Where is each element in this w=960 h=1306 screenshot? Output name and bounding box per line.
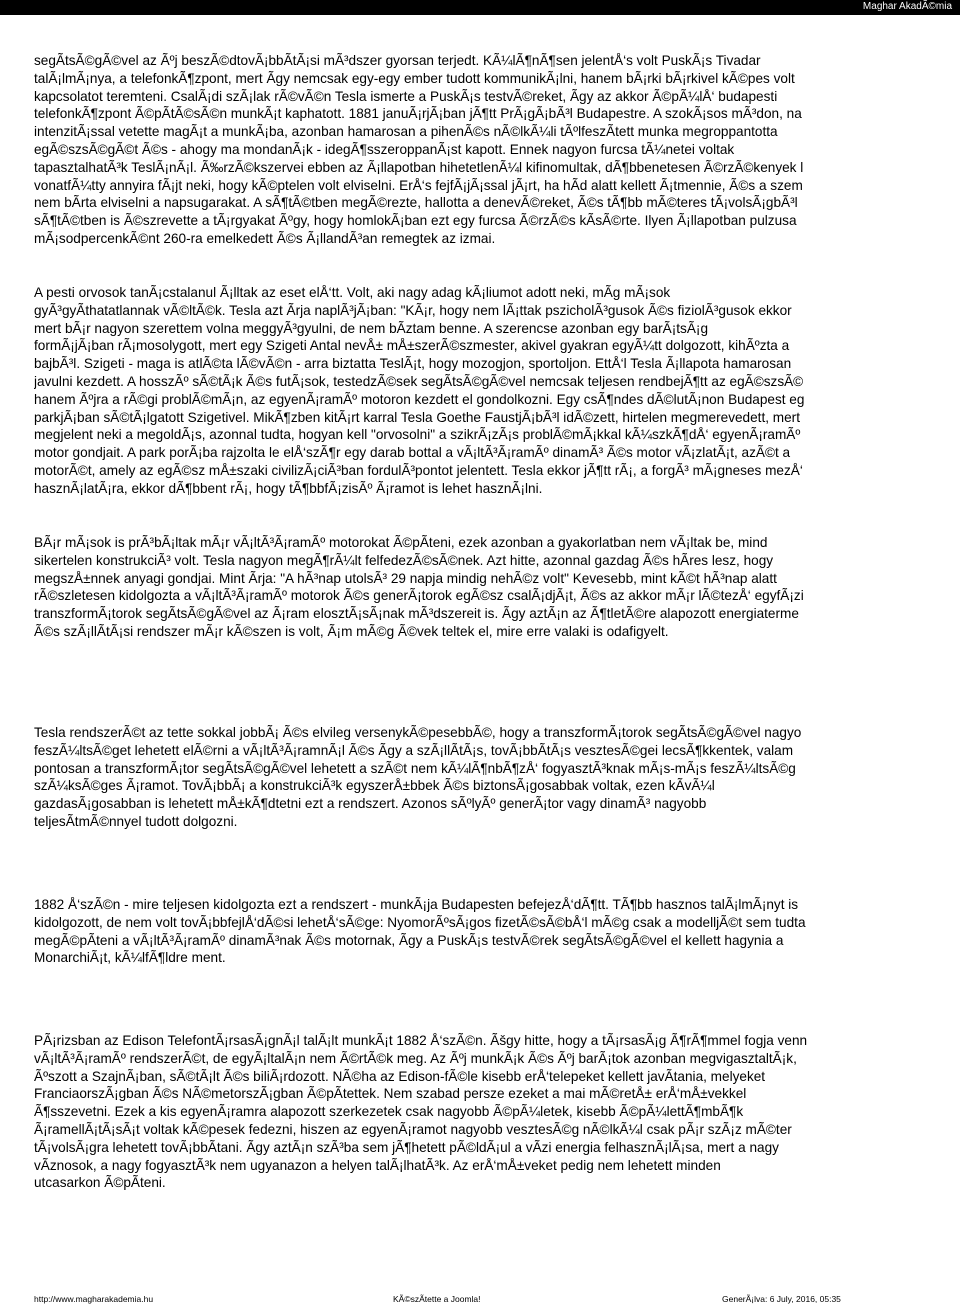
page-header [0, 0, 960, 15]
article-paragraph: segÃtsÃ©gÃ©vel az Ãºj beszÃ©dtovÃ¡bbÃtÃ¡si mÃ³dszer gyorsan terjedt. KÃ¼lÃ¶nÃ¶sen jelentÅ‘s volt PuskÃ¡s Tivadar talÃ¡lmÃ¡nya, a telefonkÃ¶zpont, mert Ãgy nemcsak egy-egy ember tudott kommunikÃ¡lni, hanem bÃ¡rki bÃ¡rkivel kÃ©pes volt kapcsolatot teremteni. CsalÃ¡di szÃ¡lak rÃ©vÃ©n Tesla ismerte a PuskÃ¡s testvÃ©reket, Ãgy az akkor Ã©pÃ¼lÅ‘ budapesti telefonkÃ¶zpont Ã©pÃtÃ©sÃ©n munkÃ¡t kaphatott. 1881 januÃ¡rjÃ¡ban jÃ¶tt PrÃ¡gÃ¡bÃ³l Budapestre. A szokÃ¡sos mÃ³don, na intenzitÃ¡ssal vetette magÃ¡t a munkÃ¡ba, azonban hamarosan a pihenÃ©s nÃ©lkÃ¼li tÃºlfeszÃtett munka megroppantotta egÃ©szsÃ©gÃ©t Ã©s - ahogy ma mondanÃ¡k - idegÃ¶sszeroppanÃ¡st kapott. Ennek nagyon furcsa tÃ¼netei voltak tapasztalhatÃ³k TeslÃ¡nÃ¡l. Ã‰rzÃ©kszervei ebben az Ã¡llapotban hihetetlenÃ¼l kifinomultak, dÃ¶bbenetesen Ã©rzÃ©kenyek l vonatfÃ¼tty annyira fÃ¡jt neki, hogy kÃ©ptelen volt elviselni. ErÅ‘s fejfÃ¡jÃ¡ssal jÃ¡rt, ha hÃd alatt kellett Ã¡tmennie, Ã©s a szem nem bÃrta elviselni a napsugarakat. A sÃ¶tÃ©tben megÃ©rezte, hallotta a denevÃ©reket, Ã©s tÃ¶bb mÃ©teres tÃ¡volsÃ¡gbÃ³l sÃ¶tÃ©tben is Ã©szrevette a tÃ¡rgyakat Ãºgy, hogy homlokÃ¡ban ezt egy furcsa Ã©rzÃ©s kÃsÃ©rte. Ilyen Ã¡llapotban pulzusa mÃ¡sodpercenkÃ©nt 260-ra emelkedett Ã©s Ã¡llandÃ³an remegtek az izmai. [34, 53, 804, 246]
article-paragraph: A pesti orvosok tanÃ¡cstalanul Ã¡lltak az eset elÅ‘tt. Volt, aki nagy adag kÃ¡liumot adott neki, mÃg mÃ¡sok gyÃ³gyÃthatatlannak vÃ©ltÃ©k. Tesla azt Ãrja naplÃ³jÃ¡ban: "KÃ¡r, hogy nem lÃ¡ttak pszicholÃ³gusok Ã©s fiziolÃ³gusok ekkor mert bÃ¡r nagyon szerettem volna meggyÃ³gyulni, de nem bÃztam benne. A szerencse azonban egy barÃ¡tsÃ¡g formÃ¡jÃ¡ban rÃ¡mosolygott, mert egy Szigeti Antal nevÅ± mÅ±szerÃ©szmester, akivel gyakran egyÃ¼tt dolgozott, kihÃºzta a bajbÃ³l. Szigeti - maga is atlÃ©ta lÃ©vÃ©n - arra biztatta TeslÃ¡t, hogy mozogjon, sportoljon. EttÅ‘l Tesla Ã¡llapota hamarosan javulni kezdett. A hosszÃº sÃ©tÃ¡k Ã©s futÃ¡sok, testedzÃ©sek segÃtsÃ©gÃ©vel nemcsak teljesen rendbejÃ¶tt az egÃ©szsÃ© hanem Ãºjra a rÃ©gi problÃ©mÃ¡n, az egyenÃ¡ramÃº motoron kezdett el gondolkozni. Egy csÃ¶ndes dÃ©lutÃ¡non Budapest eg parkjÃ¡ban sÃ©tÃ¡lgatott Szigetivel. MikÃ¶zben kitÃ¡rt karral Tesla Goethe FaustjÃ¡bÃ³l idÃ©zett, hirtelen megmerevedett, mert megjelent neki a megoldÃ¡s, azonnal tudta, hogyan kell "orvosolni" a szikrÃ¡zÃ¡s problÃ©mÃ¡kkal kÃ¼szkÃ¶dÅ‘ egyenÃ¡ramÃº motor gondjait. A park porÃ¡ba rajzolta le elÅ‘szÃ¶r egy darab bottal a vÃ¡ltÃ³Ã¡ramÃº dinamÃ³ Ã©s motor vÃ¡zlatÃ¡t, azÃ©t a motorÃ©t, amely az egÃ©sz mÅ±szaki civilizÃ¡ciÃ³ban fordulÃ³pontot jelentett. Tesla ekkor jÃ¶tt rÃ¡, a forgÃ³ mÃ¡gneses mezÅ‘ hasznÃ¡latÃ¡ra, ekkor dÃ¶bbent rÃ¡, hogy tÃ¶bbfÃ¡zisÃº Ã¡ramot is lehet hasznÃ¡lni. [34, 285, 805, 496]
footer-joomla-credit: KÃ©szÃtette a Joomla! [393, 1294, 481, 1304]
article-paragraph: BÃ¡r mÃ¡sok is prÃ³bÃ¡ltak mÃ¡r vÃ¡ltÃ³Ã¡ramÃº motorokat Ã©pÃteni, ezek azonban a gyakorlatban nem vÃ¡ltak be, mind sikertelen konstrukciÃ³ volt. Tesla nagyon megÃ¶rÃ¼lt felfedezÃ©sÃ©nek. Azt hitte, azonnal gazdag Ã©s hÃres lesz, hogy megszÅ±nnek anyagi gondjai. Mint Ãrja: "A hÃ³nap utolsÃ³ 29 napja mindig nehÃ©z volt" Kevesebb, mint kÃ©t hÃ³nap alatt rÃ©szletesen kidolgozta a vÃ¡ltÃ³Ã¡ramÃº motorok Ã©s generÃ¡torok egÃ©sz csalÃ¡djÃ¡t, Ã©s az akkor mÃ¡r lÃ©tezÅ‘ egyfÃ¡zi transzformÃ¡torok segÃtsÃ©gÃ©vel az Ã¡ram elosztÃ¡sÃ¡nak mÃ³dszereit is. Ãgy aztÃ¡n az Ã¶tletÃ©re alapozott energiaterme Ã©s szÃ¡llÃtÃ¡si rendszer mÃ¡r kÃ©szen is volt, Ã¡m mÃ©g Ã©vek teltek el, mire erre valaki is odafigyelt. [34, 535, 804, 639]
article-body [34, 52, 960, 1192]
site-title: Maghar AkadÃ©mia [862, 1, 952, 12]
footer-site-link[interactable]: http://www.magharakademia.hu [34, 1294, 154, 1304]
page-footer [0, 1293, 960, 1306]
article-paragraph: Tesla rendszerÃ©t az tette sokkal jobbÃ¡ Ã©s elvileg versenykÃ©pesebbÃ©, hogy a transzformÃ¡torok segÃtsÃ©gÃ©vel nagyo feszÃ¼ltsÃ©get lehetett elÃ©rni a vÃ¡ltÃ³Ã¡ramnÃ¡l Ã©s Ãgy a szÃ¡llÃtÃ¡s, tovÃ¡bbÃtÃ¡s vesztesÃ©gei lecsÃ¶kkentek, valam pontosan a transzformÃ¡tor segÃtsÃ©gÃ©vel lehetett a szÃ©t nem kÃ¼lÃ¶nbÃ¶zÅ‘ fogyasztÃ³knak mÃ¡s-mÃ¡s feszÃ¼ltsÃ©g szÃ¼ksÃ©ges Ã¡ramot. TovÃ¡bbÃ¡ a konstrukciÃ³k egyszerÅ±bbek Ã©s biztonsÃ¡gosabbak voltak, ezen kÃvÃ¼l gazdasÃ¡gosabban is lehetett mÅ±kÃ¶dtetni ezt a rendszert. Azonos sÃºlyÃº generÃ¡tor vagy dinamÃ³ nagyobb teljesÃtmÃ©nnyel tudott dolgozni. [34, 725, 802, 829]
article-paragraph: 1882 Å‘szÃ©n - mire teljesen kidolgozta ezt a rendszert - munkÃ¡ja Budapesten befejezÅ‘dÃ¶tt. TÃ¶bb hasznos talÃ¡lmÃ¡nyt is kidolgozott, de nem volt tovÃ¡bbfejlÅ‘dÃ©si lehetÅ‘sÃ©ge: NyomorÃºsÃ¡gos fizetÃ©sÃ©bÅ‘l mÃ©g csak a modelljÃ©t sem tudta megÃ©pÃteni a vÃ¡ltÃ³Ã¡ramÃº dinamÃ³nak Ã©s motornak, Ãgy a PuskÃ¡s testvÃ©rek segÃtsÃ©gÃ©vel el kellett hagynia a MonarchiÃ¡t, kÃ¼lfÃ¶ldre ment. [34, 897, 806, 966]
article-paragraph: PÃ¡rizsban az Edison TelefontÃ¡rsasÃ¡gnÃ¡l talÃ¡lt munkÃ¡t 1882 Å‘szÃ©n. Ãšgy hitte, hogy a tÃ¡rsasÃ¡g Ã¶rÃ¶mmel fogja venn vÃ¡ltÃ³Ã¡ramÃº rendszerÃ©t, de egyÃ¡ltalÃ¡n nem Ã©rtÃ©k meg. Az Ãºj munkÃ¡k Ã©s Ãºj barÃ¡tok azonban megvigasztaltÃ¡k, Ãºszott a SzajnÃ¡ban, sÃ©tÃ¡lt Ã©s biliÃ¡rdozott. NÃ©ha az Edison-fÃ©le kisebb erÅ‘telepeket kellett javÃtania, melyeket FranciaorszÃ¡gban Ã©s NÃ©metorszÃ¡gban Ã©pÃtettek. Nem szabad persze ezeket a mai mÃ©retÅ± erÅ‘mÅ±vekkel Ã¶sszevetni. Ezek a kis egyenÃ¡ramra alapozott szerkezetek csak nagyobb Ã©pÃ¼letek, kisebb Ã©pÃ¼lettÃ¶mbÃ¶k Ã¡ramellÃ¡tÃ¡sÃ¡t voltak kÃ©pesek fedezni, hiszen az egyenÃ¡ramot nagyobb vesztesÃ©g nÃ©lkÃ¼l csak pÃ¡r szÃ¡z mÃ©ter tÃ¡volsÃ¡gra lehetett tovÃ¡bbÃtani. Ãgy aztÃ¡n szÃ³ba sem jÃ¶hetett pÃ©ldÃ¡ul a vÃzi energia felhasznÃ¡lÃ¡sa, mert a nagy vÃznosok, a nagy fogyasztÃ³k nem ugyanazon a helyen talÃ¡lhatÃ³k. Az erÅ‘mÅ±veket pedig nem lehetett minden utcasarkon Ã©pÃteni. [34, 1033, 808, 1191]
footer-generated-date: GenerÃ¡lva: 6 July, 2016, 05:35 [722, 1294, 841, 1304]
